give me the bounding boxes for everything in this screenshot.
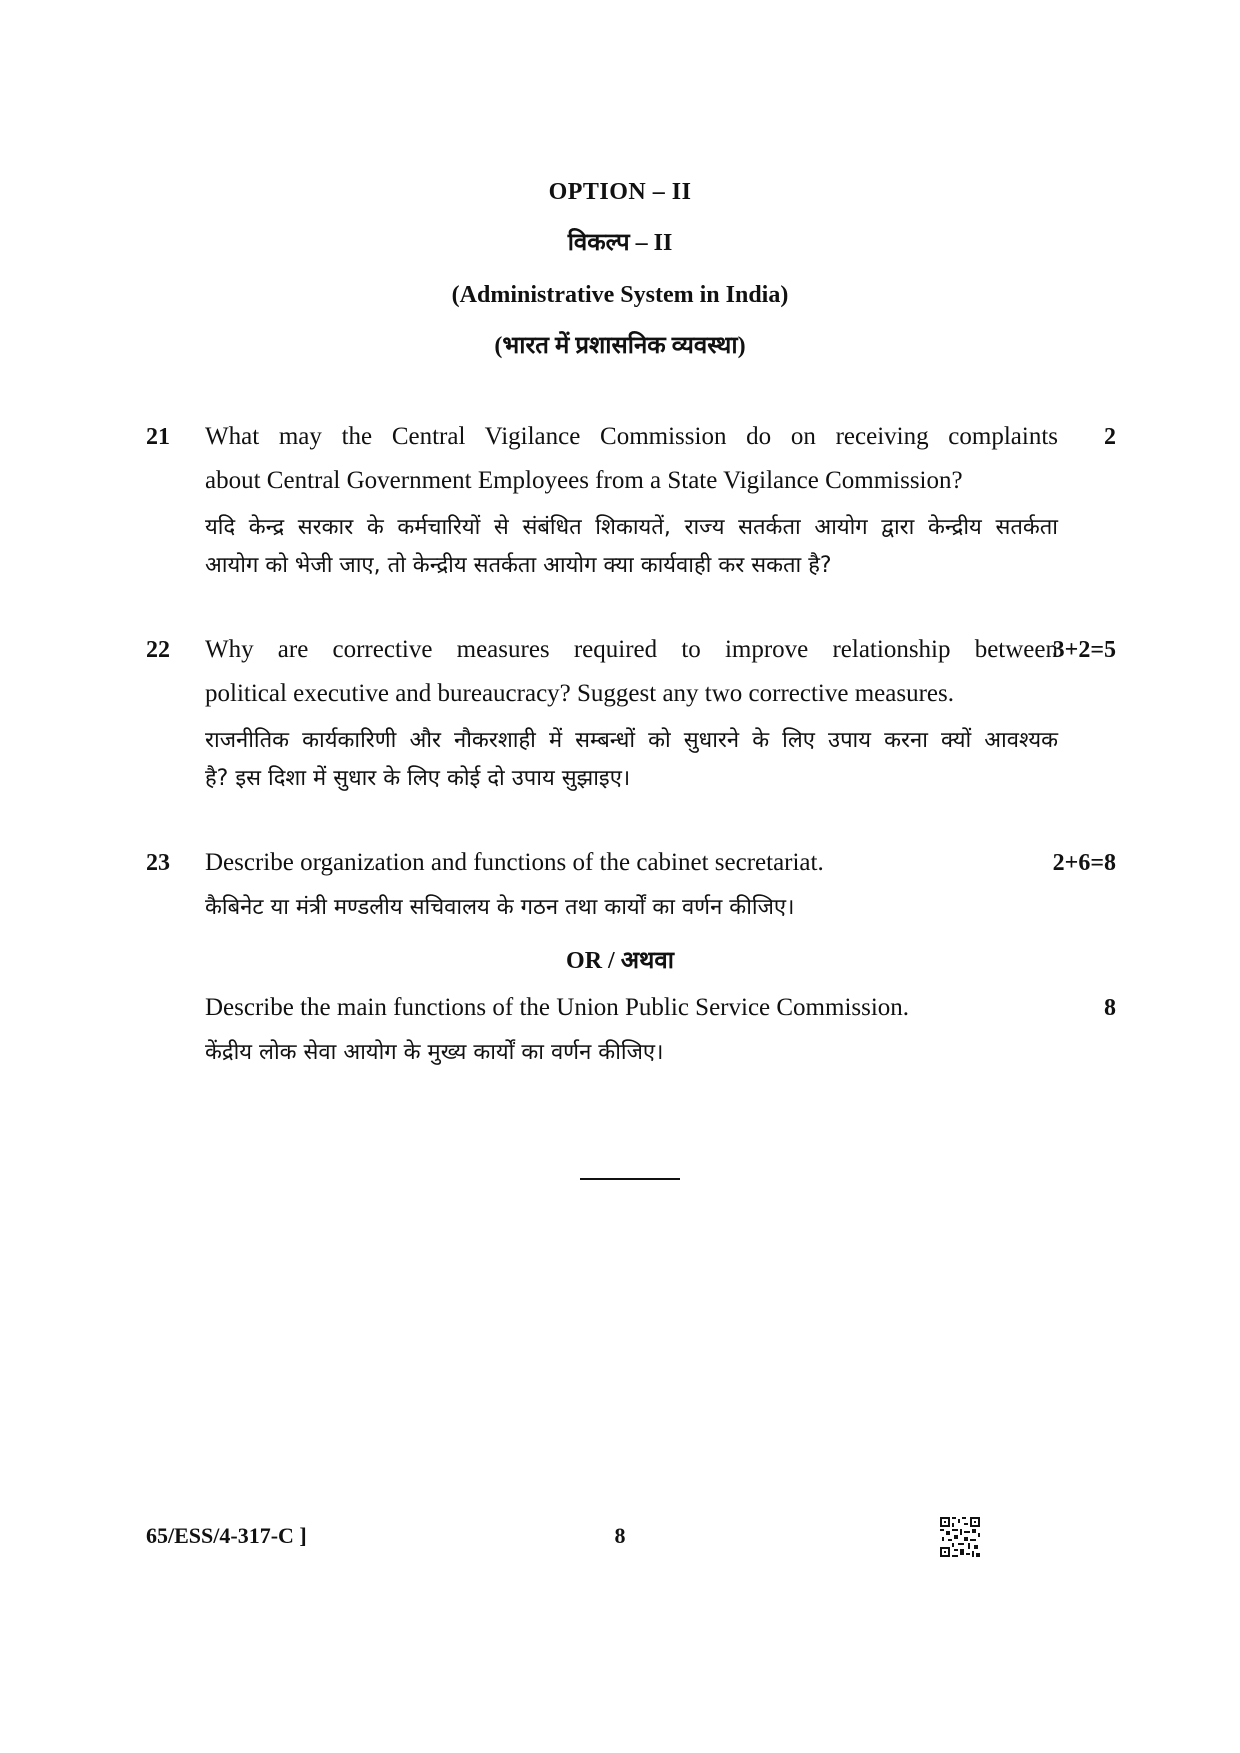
question-text-en xyxy=(205,841,1058,885)
question-line: Why are corrective measures required to improve relationship between xyxy=(205,636,1058,663)
option-heading-hindi: विकल्प – II xyxy=(567,230,673,256)
question-marks: 3+2=5 xyxy=(1052,637,1116,663)
question-number: 23 xyxy=(146,850,170,876)
question-line: What may the Central Vigilance Commission do on receiving complaints xyxy=(205,423,1058,450)
question-line: political executive and bureaucracy? Suggest any two corrective measures. xyxy=(205,680,954,707)
qr-code-icon xyxy=(940,1517,980,1557)
question-text-hi xyxy=(205,889,1058,927)
question-text-hi xyxy=(205,509,1058,585)
question-marks: 2 xyxy=(1104,424,1116,450)
question-marks-alternative: 8 xyxy=(1104,995,1116,1021)
paper-code: 65/ESS/4-317-C ] xyxy=(146,1523,307,1548)
question-line: Describe the main functions of the Union Public Service Commission. xyxy=(205,994,910,1021)
end-rule xyxy=(580,1178,680,1180)
question-line: Describe organization and functions of the cabinet secretariat. xyxy=(205,849,824,876)
section-title-hindi: (भारत में प्रशासनिक व्यवस्था) xyxy=(494,333,746,359)
question-marks: 2+6=8 xyxy=(1052,850,1116,876)
question-number: 22 xyxy=(146,637,170,663)
question-line: आयोग को भेजी जाए, तो केन्द्रीय सतर्कता आयोग क्या कार्यवाही कर सकता है? xyxy=(205,553,832,578)
question-text-hi xyxy=(205,722,1058,798)
question-text-en xyxy=(205,415,1058,503)
question-text-alternative-en xyxy=(205,986,1058,1030)
section-title: (Administrative System in India) xyxy=(451,282,789,308)
option-heading: OPTION – II xyxy=(548,179,692,205)
question-number: 21 xyxy=(146,424,170,450)
question-line: यदि केन्द्र सरकार के कर्मचारियों से संबंधित शिकायतें, राज्य सतर्कता आयोग द्वारा केन्द्रीय सतर्कता xyxy=(205,515,1058,540)
page-number: 8 xyxy=(614,1523,626,1548)
question-line: about Central Government Employees from a State Vigilance Commission? xyxy=(205,467,963,494)
question-line: कैबिनेट या मंत्री मण्डलीय सचिवालय के गठन तथा कार्यों का वर्णन कीजिए। xyxy=(205,895,795,920)
question-line: राजनीतिक कार्यकारिणी और नौकरशाही में सम्बन्धों को सुधारने के लिए उपाय करना क्यों आवश्यक xyxy=(205,728,1058,753)
question-text-alternative-hi xyxy=(205,1034,1058,1072)
question-text-en xyxy=(205,628,1058,716)
question-line: केंद्रीय लोक सेवा आयोग के मुख्य कार्यों का वर्णन कीजिए। xyxy=(205,1040,664,1065)
or-separator: OR / अथवा xyxy=(566,948,674,974)
question-line: है? इस दिशा में सुधार के लिए कोई दो उपाय सुझाइए। xyxy=(205,766,631,791)
